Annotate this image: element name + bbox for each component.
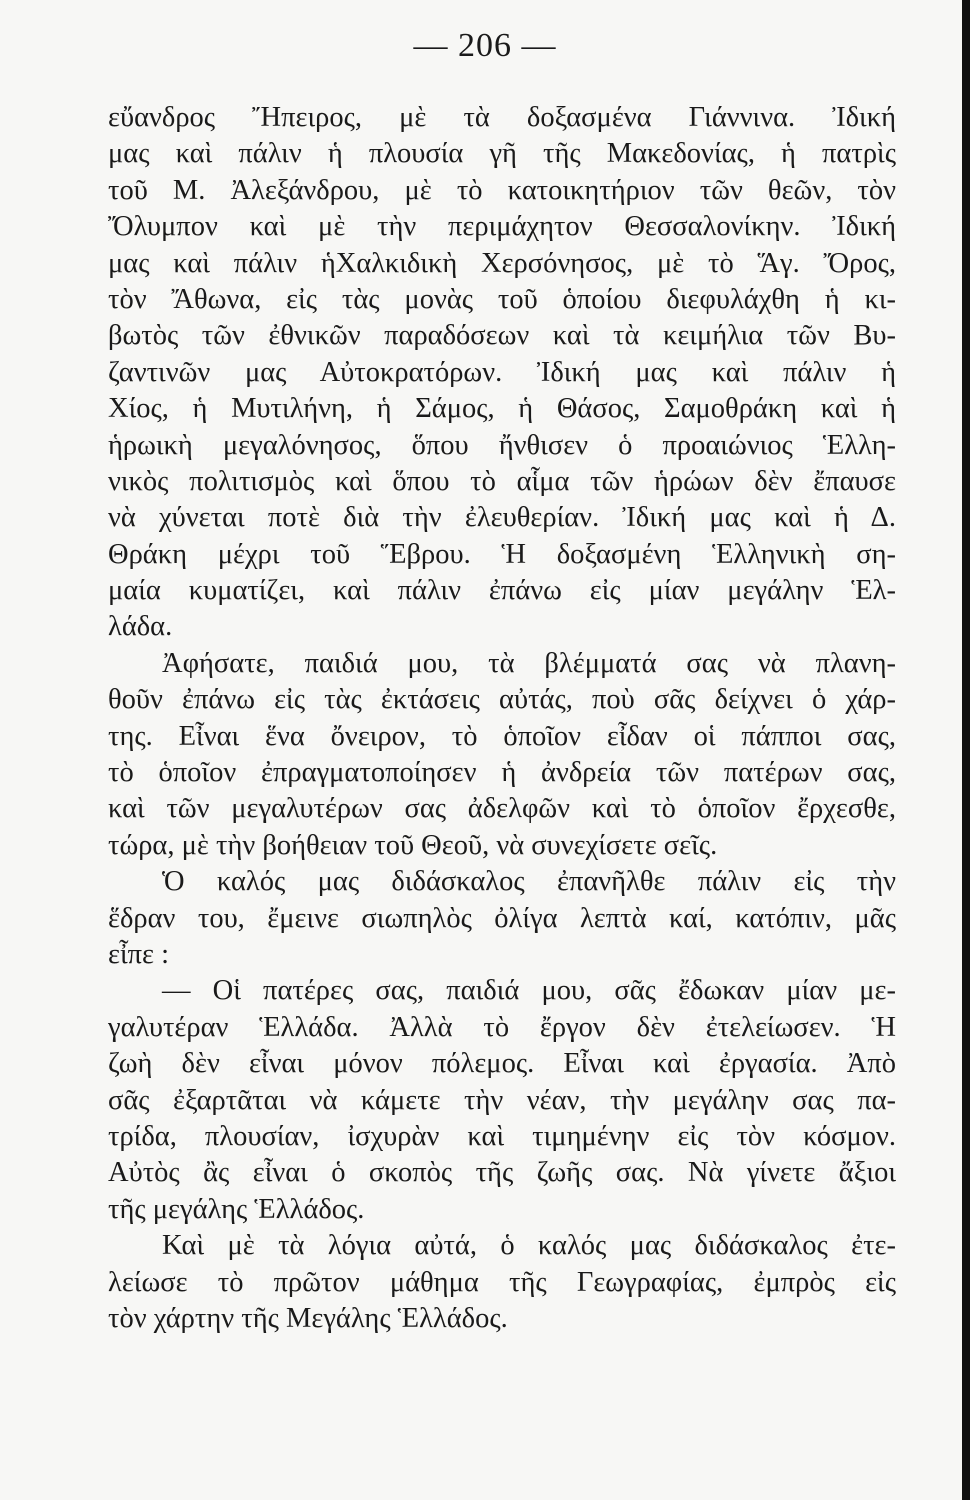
- text-line: λείωσε τὸ πρῶτον μάθημα τῆς Γεωγραφίας, ἐμπρὸς εἰς: [108, 1266, 896, 1298]
- text-line: τώρα, μὲ τὴν βοήθειαν τοῦ Θεοῦ, νὰ συνεχίσετε σεῖς.: [108, 829, 718, 861]
- text-line: ἡρωικὴ μεγαλόνησος, ὅπου ἤνθισεν ὁ προαιώνιος Ἑλλη-: [108, 429, 896, 461]
- text-line: ζωὴ δὲν εἶναι μόνον πόλεμος. Εἶναι καὶ ἐργασία. Ἀπὸ: [108, 1048, 896, 1080]
- text-line: λάδα.: [108, 611, 173, 643]
- text-line: Ὄλυμπον καὶ μὲ τὴν περιμάχητον Θεσσαλονίκην. Ἰδική: [108, 211, 896, 243]
- paragraph: [108, 864, 896, 973]
- text-line: καὶ τῶν μεγαλυτέρων σας ἀδελφῶν καὶ τὸ ὁποῖον ἔρχεσθε,: [108, 793, 896, 825]
- text-line: Θράκη μέχρι τοῦ Ἕβρου. Ἡ δοξασμένη Ἑλληνικὴ ση-: [108, 538, 896, 570]
- text-line: Αὐτὸς ἂς εἶναι ὁ σκοπὸς τῆς ζωῆς σας. Νὰ γίνετε ἄξιοι: [108, 1157, 896, 1189]
- text-body: [108, 100, 896, 1337]
- text-line: γαλυτέραν Ἑλλάδα. Ἀλλὰ τὸ ἔργον δὲν ἐτελείωσεν. Ἡ: [108, 1011, 896, 1043]
- text-line: εὔανδρος Ἤπειρος, μὲ τὰ δοξασμένα Γιάννινα. Ἰδική: [108, 102, 896, 133]
- text-line: νικὸς πολιτισμὸς καὶ ὅπου τὸ αἷμα τῶν ἡρώων δὲν ἔπαυσε: [108, 465, 896, 497]
- paragraph: [108, 973, 896, 1228]
- text-line: βωτὸς τῶν ἐθνικῶν παραδόσεων καὶ τὰ κειμήλια τῶν Βυ-: [108, 320, 896, 352]
- text-line: μαία κυματίζει, καὶ πάλιν ἐπάνω εἰς μίαν μεγάλην Ἑλ-: [108, 575, 896, 607]
- text-line: νὰ χύνεται ποτὲ διὰ τὴν ἐλευθερίαν. Ἰδική μας καὶ ἡ Δ.: [108, 502, 896, 534]
- text-line: τῆς μεγάλης Ἑλλάδος.: [108, 1193, 365, 1225]
- text-line: σᾶς ἐξαρτᾶται νὰ κάμετε τὴν νέαν, τὴν μεγάλην σας πα-: [108, 1084, 896, 1116]
- text-line: Χίος, ἡ Μυτιλήνη, ἡ Σάμος, ἡ Θάσος, Σαμοθράκη καὶ ἡ: [108, 393, 896, 425]
- text-line: μας καὶ πάλιν ἡΧαλκιδικὴ Χερσόνησος, μὲ τὸ Ἅγ. Ὄρος,: [108, 247, 896, 279]
- text-line: τρίδα, πλουσίαν, ἰσχυρὰν καὶ τιμημένην εἰς τὸν κόσμον.: [108, 1120, 896, 1152]
- text-line: Ὁ καλός μας διδάσκαλος ἐπανῆλθε πάλιν εἰς τὴν: [162, 866, 896, 898]
- text-line: τὸν Ἄθωνα, εἰς τὰς μονὰς τοῦ ὁποίου διεφυλάχθη ἡ κι-: [108, 283, 896, 315]
- text-line: Καὶ μὲ τὰ λόγια αὐτά, ὁ καλός μας διδάσκαλος ἐτε-: [162, 1230, 896, 1262]
- scan-edge: [962, 0, 970, 1500]
- text-line: ζαντινῶν μας Αὐτοκρατόρων. Ἰδική μας καὶ πάλιν ἡ: [108, 356, 896, 388]
- text-line: Ἀφήσατε, παιδιά μου, τὰ βλέμματά σας νὰ πλανη-: [162, 647, 896, 679]
- text-line: τὸν χάρτην τῆς Μεγάλης Ἑλλάδος.: [108, 1302, 508, 1334]
- text-line: μας καὶ πάλιν ἡ πλουσία γῆ τῆς Μακεδονίας, ἡ πατρὶς: [108, 138, 896, 170]
- text-line: — Οἱ πατέρες σας, παιδιά μου, σᾶς ἔδωκαν μίαν με-: [162, 975, 896, 1007]
- paragraph: [108, 100, 896, 646]
- text-line: τοῦ Μ. Ἀλεξάνδρου, μὲ τὸ κατοικητήριον τῶν θεῶν, τὸν: [108, 174, 896, 206]
- text-line: εἶπε :: [108, 938, 170, 970]
- text-line: τὸ ὁποῖον ἐπραγματοποίησεν ἡ ἀνδρεία τῶν πατέρων σας,: [108, 757, 896, 789]
- text-line: θοῦν ἐπάνω εἰς τὰς ἐκτάσεις αὐτάς, ποὺ σᾶς δείχνει ὁ χάρ-: [108, 684, 896, 716]
- paragraph: [108, 646, 896, 864]
- page-number: — 206 —: [413, 27, 557, 64]
- paragraph: [108, 1228, 896, 1337]
- text-line: της. Εἶναι ἕνα ὄνειρον, τὸ ὁποῖον εἶδαν οἱ πάπποι σας,: [108, 720, 896, 752]
- text-line: ἕδραν του, ἔμεινε σιωπηλὸς ὀλίγα λεπτὰ καί, κατόπιν, μᾶς: [108, 902, 896, 934]
